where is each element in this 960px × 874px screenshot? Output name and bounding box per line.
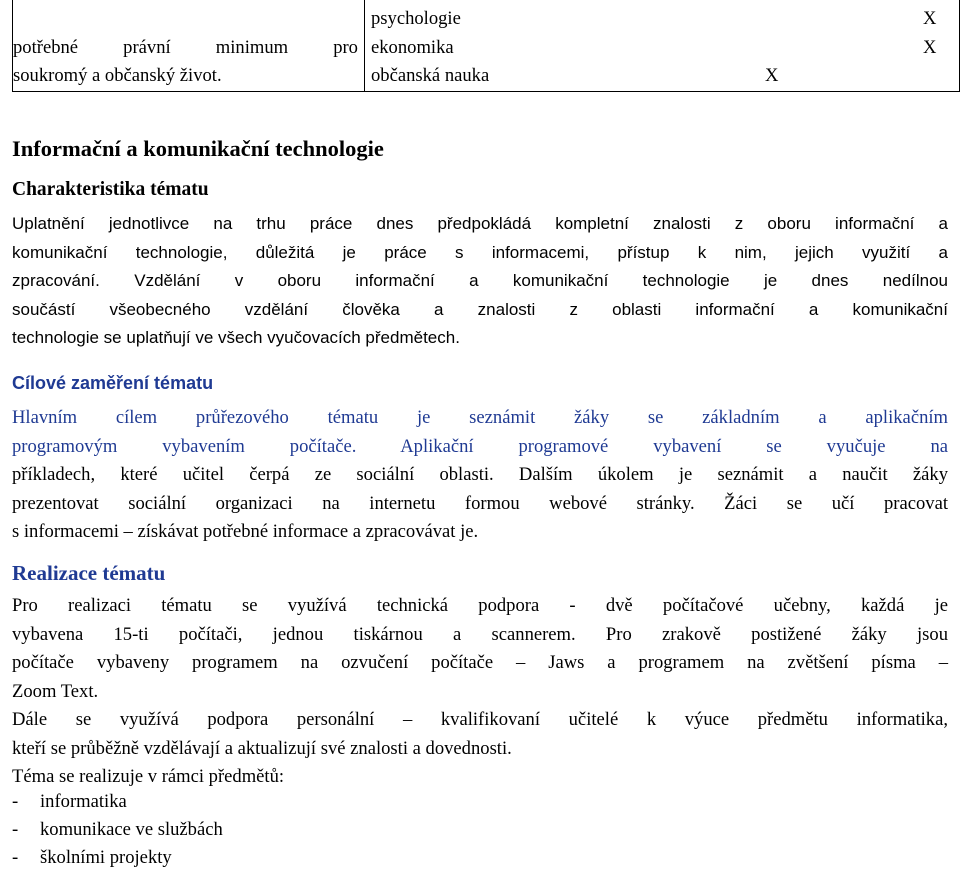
subject-name: občanská nauka	[371, 65, 490, 86]
list-item-label: školními projekty	[40, 847, 172, 868]
subject-mark: X	[923, 8, 937, 29]
realization-heading: Realizace tématu	[12, 561, 166, 585]
list-bullet: -	[12, 819, 19, 840]
subject-mark: X	[765, 65, 779, 86]
text-line: komunikační technologie, důležitá je práce s informacemi, přístup k nim, jejich využití a	[12, 242, 948, 262]
text-line: Pro realizaci tématu se využívá technická podpora - dvě počítačové učebny, každá je	[12, 595, 948, 616]
subjects-intro: Téma se realizuje v rámci předmětů:	[12, 766, 285, 787]
left-cell-word: potřebné	[13, 37, 79, 58]
left-cell-word: pro	[333, 37, 358, 58]
subject-name: psychologie	[371, 8, 461, 29]
left-cell-line-2: soukromý a občanský život.	[13, 65, 222, 86]
text-line: Uplatnění jednotlivce na trhu práce dnes předpokládá kompletní znalosti z oboru informační a	[12, 214, 948, 233]
text-line: prezentovat sociální organizaci na internetu formou webové stránky. Žáci se učí pracovat	[12, 492, 948, 514]
text-line: součástí všeobecného vzdělání člověka a znalosti z oblasti informační a komunikační	[12, 299, 948, 319]
goals-heading: Cílové zaměření tématu	[12, 373, 214, 393]
list-bullet: -	[12, 791, 19, 812]
list-item	[12, 844, 223, 872]
characteristics-heading: Charakteristika tématu	[12, 179, 209, 200]
text-line: Zoom Text.	[12, 680, 99, 702]
text-line: Hlavním cílem průřezového tématu je seznámit žáky se základním a aplikačním	[12, 407, 948, 428]
text-line: Dále se využívá podpora personální – kvalifikovaní učitelé k výuce předmětu informatika,	[12, 709, 948, 730]
left-cell-word: minimum	[215, 37, 289, 58]
left-cell-line-1	[13, 34, 364, 62]
goals-text	[12, 404, 948, 547]
subjects-list	[12, 788, 223, 872]
table-left-cell	[13, 0, 365, 91]
subjects-table	[12, 0, 960, 92]
text-line: technologie se uplatňují ve všech vyučovacích předmětech.	[12, 328, 460, 347]
text-line: s informacemi – získávat potřebné informace a zpracovávat je.	[12, 521, 479, 542]
text-line: počítače vybaveny programem na ozvučení počítače – Jaws a programem na zvětšení písma –	[12, 652, 948, 673]
realization-text	[12, 592, 948, 706]
list-item	[12, 816, 223, 844]
text-line: zpracování. Vzdělání v oboru informační a komunikační technologie je dnes nedílnou	[12, 271, 948, 290]
text-line: vybavena 15-ti počítači, jednou tiskárnou a scannerem. Pro zrakově postižené žáky jsou	[12, 623, 948, 645]
left-cell-word: právní	[123, 37, 171, 58]
text-fragment: programovým vybavením počítače. Aplikační programové vybavení se vyučuje na	[12, 435, 948, 457]
section-title: Informační a komunikační technologie	[12, 136, 384, 161]
text-line	[12, 433, 948, 462]
realization-text-2	[12, 706, 948, 792]
list-item	[12, 788, 223, 816]
characteristics-text	[12, 210, 948, 353]
list-item-label: informatika	[40, 791, 127, 812]
list-bullet: -	[12, 847, 19, 868]
table-right-cell	[371, 0, 959, 91]
subject-name: ekonomika	[371, 37, 454, 58]
subject-mark: X	[923, 37, 937, 58]
list-item-label: komunikace ve službách	[40, 819, 223, 840]
text-line: příkladech, které učitel čerpá ze sociální oblasti. Dalším úkolem je seznámit a naučit žáky	[12, 464, 948, 485]
text-line: kteří se průběžně vzdělávají a aktualizují své znalosti a dovednosti.	[12, 737, 512, 759]
